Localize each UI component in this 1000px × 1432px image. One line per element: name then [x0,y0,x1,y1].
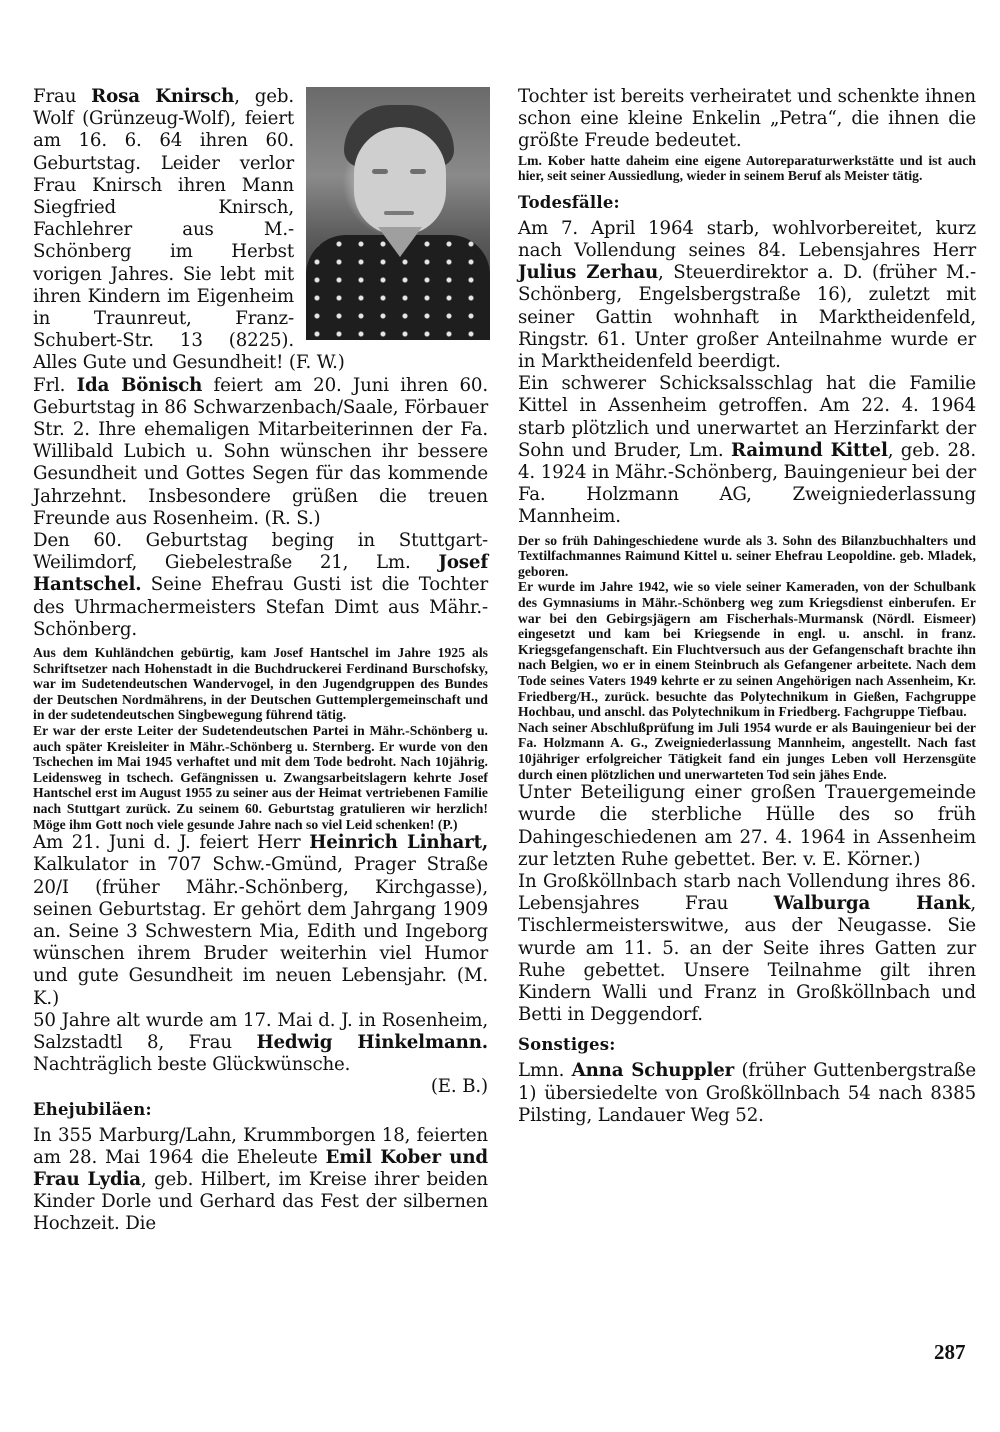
notice-hedwig-hinkelmann: 50 Jahre alt wurde am 17. Mai d. J. in Rosenheim, Salzstadtl 8, Frau Hedwig Hinkelmann. Nachträglich beste Glückwünsche. [33,1009,488,1076]
obituary-walburga-hank: In Großköllnbach starb nach Vollendung ihres 86. Lebensjahres Frau Walburga Hank, Tischlermeisterswitwe, aus der Neugasse. Sie wurde am 11. 5. an der Seite ihres Gatten zur Ruhe gebettet. Unsere Teilnahme gilt ihren Kindern Walli und Franz in Großköllnbach und Betti in Deggendorf. [518,870,976,1026]
kittel-biography-3: Nach seiner Abschlußprüfung im Juli 1954 wurde er als Bauingenieur bei der Fa. Holzmann A. G., Zweigniederlassung Mannheim, angestellt. Nach fast 10jähriger erfolgreicher Tätigkeit fand ein junges Leben voll Herzensgüte durch einen plötzlichen und unerwarteten Tod sein jähes Ende. [518,719,976,782]
person-name: Hedwig Hinkelmann. [256,1032,488,1054]
person-name: Rosa Knirsch [91,86,235,107]
portrait-photo [306,87,490,340]
kittel-biography-1: Der so früh Dahingeschiedene wurde als 3. Sohn des Bilanzbuchhalters und Textilfachmannes Raimund Kittel u. seiner Ehefrau Leopoldine. geb. Mladek, geboren. [518,532,976,579]
page-number: 287 [934,1340,966,1364]
signature: (E. B.) [430,1076,488,1098]
notice-josef-hantschel: Den 60. Geburtstag beging in Stuttgart-Weilimdorf, Giebelestraße 21, Lm. Josef Hantschel. Seine Ehefrau Gusti ist die Tochter des Uhrmachermeisters Stefan Dimt aus Mähr.-Schönberg. [33,530,488,640]
person-name: Josef Hantschel. [33,552,488,596]
person-name: Julius Zerhau [518,262,659,284]
person-name: Raimund Kittel [731,439,888,461]
notice-kober-continued: Tochter ist bereits verheiratet und schenkte ihnen schon eine kleine Enkelin „Petra“, die ihnen die größte Freude bedeutet. [518,86,976,152]
section-heading-sonstiges: Sonstiges: [518,1035,616,1055]
kober-note: Lm. Kober hatte daheim eine eigene Autoreparaturwerkstätte und ist auch hier, seit seiner Aussiedlung, wieder in seinem Beruf als Meister tätig. [518,152,976,184]
obituary-raimund-kittel: Ein schwerer Schicksalsschlag hat die Familie Kittel in Assenheim getroffen. Am 22. 4. 1964 starb plötzlich und unerwartet an Herzinfarkt der Sohn und Bruder, Lm. Raimund Kittel, geb. 28. 4. 1924 in Mähr.-Schönberg, Bauingenieur bei der Fa. Holzmann AG, Zweigniederlassung Mannheim. [518,373,976,528]
person-name: Anna Schuppler [571,1060,735,1082]
notice-anna-schuppler: Lmn. Anna Schuppler (früher Guttenbergstraße 1) übersiedelte von Großköllnbach 54 nach 8385 Pilsting, Landauer Weg 52. [518,1060,976,1126]
notice-emil-kober: In 355 Marburg/Lahn, Krummborgen 18, feierten am 28. Mai 1964 die Eheleute Emil Kober und Frau Lydia, geb. Hilbert, im Kreise ihrer beiden Kinder Dorle und Gerhard das Fest der silbernen Hochzeit. Die [33,1124,488,1235]
person-name: Heinrich Linhart, [309,832,489,854]
hantschel-biography-2: Er war der erste Leiter der Sudetendeutschen Partei in Mähr.-Schönberg u. auch später Kreisleiter in Mähr.-Schönberg u. Sternberg. Er wurde von den Tschechen im Mai 1945 verhaftet und mit dem Tode bedroht. Nach 10jährig. Leidensweg in tschech. Gefängnissen u. Zwangsarbeitslagern kehrte Josef Hantschel erst im August 1955 zu seiner aus der Heimat vertriebenen Familie nach Stuttgart zurück. Zu seinem 60. Geburtstag gratulieren wir herzlich! Möge ihm Gott noch viele gesunde Jahre nach so viel Leid schenken! (P.) [33,723,488,832]
person-name: Ida Bönisch [76,374,203,396]
kittel-funeral: Unter Beteiligung einer großen Trauergemeinde wurde die sterbliche Hülle des so früh Dahingeschiedenen am 27. 4. 1964 in Assenheim zur letzten Ruhe gebettet. Ber. v. E. Körner.) [518,782,976,870]
kittel-biography-2: Er wurde im Jahre 1942, wie so viele seiner Kameraden, von der Schulbank des Gymnasiums in Mähr.-Schönberg weg zum Kriegsdienst einberufen. Er war bei den Gebirgsjägern am Fischerhals-Murmansk (Nördl. Eismeer) eingesetzt und kam bei Kriegsende in engl. u. anschl. in franz. Kriegsgefangenschaft. Ein Fluchtversuch aus der Gefangenschaft brachte ihn nach Belgien, wo er in einem Steinbruch als Gefangener arbeitete. Nach dem Tode seines Vaters 1949 kehrte er zu seinen Angehörigen nach Assenheim, Kr. Friedberg/H., zurück. besuchte das Polytechnikum in Gießen, Fachgruppe Hochbau, und anschl. das Polytechnikum in Friedberg. Fachgruppe Tiefbau. [518,579,976,720]
section-heading-ehejubilaeen: Ehejubiläen: [33,1099,152,1119]
notice-rosa-knirsch: Frau Rosa Knirsch, geb. Wolf (Grünzeug-Wolf), feiert am 16. 6. 64 ihren 60. Geburtstag. Leider verlor Frau Knirsch ihren Mann Siegfried Knirsch, Fachlehrer aus M.-Schönberg im Herbst vorigen Jahres. Sie lebt mit ihren Kindern im Eigenheim in Traunreut, Franz-Schubert-Str. 13 (8225). Alles Gute und Gesundheit! (F. W.) [33,86,345,374]
portrait-image [306,87,490,340]
person-name: Walburga Hank [773,893,971,915]
left-column [33,86,488,1236]
right-column [518,86,976,1127]
notice-heinrich-linhart: Am 21. Juni d. J. feiert Herr Heinrich Linhart, Kalkulator in 707 Schw.-Gmünd, Prager Straße 20/I (früher Mähr.-Schönberg, Kirchgasse), seinen Geburtstag. Er gehört dem Jahrgang 1909 an. Seine 3 Schwestern Mia, Edith und Ingeborg wünschen ihrem Bruder weiterhin viel Humor und gute Gesundheit im neuen Lebensjahr. (M. K.) [33,832,489,1009]
notice-ida-boenisch: Frl. Ida Bönisch feiert am 20. Juni ihren 60. Geburtstag in 86 Schwarzenbach/Saale, Förbauer Str. 2. Ihre ehemaligen Mitarbeiterinnen der Fa. Willibald Lubich u. Sohn wünschen ihr bessere Gesundheit und Gottes Segen für das kommende Jahrzehnt. Insbesondere grüßen die treuen Freunde aus Rosenheim. (R. S.) [33,374,488,529]
section-heading-todesfaelle: Todesfälle: [518,192,620,212]
hantschel-biography-1: Aus dem Kuhländchen gebürtig, kam Josef Hantschel im Jahre 1925 als Schriftsetzer nach Hohenstadt in die Buchdruckerei Ferdinand Burschofsky, war im Sudetendeutschen Wandervogel, in den Jugendgruppen des Bundes der Deutschen Nordmährens, in der Deutschen Guttemplergemeinschaft und in der sudetendeutschen Singbewegung führend tätig. [33,645,488,723]
person-name: Emil Kober und Frau Lydia [33,1146,488,1191]
obituary-julius-zerhau: Am 7. April 1964 starb, wohlvorbereitet, kurz nach Vollendung seines 84. Lebensjahres Herr Julius Zerhau, Steuerdirektor a. D. (früher M.-Schönberg, Engelsbergstraße 16), zuletzt mit seiner Gattin wohnhaft in Marktheidenfeld, Ringstr. 61. Unter großer Anteilnahme wurde er in Marktheidenfeld beerdigt. [518,217,976,373]
